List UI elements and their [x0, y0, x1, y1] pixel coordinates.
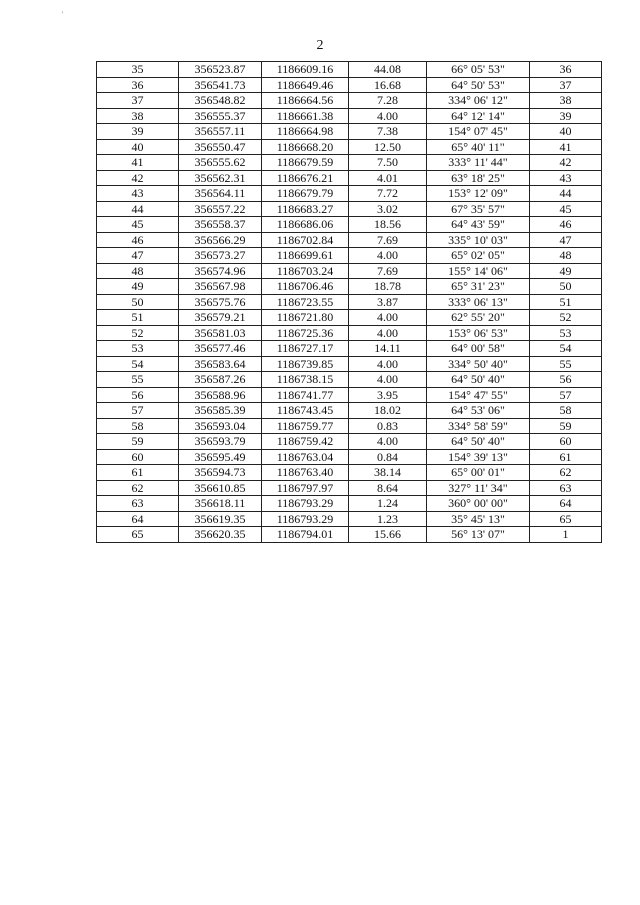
distance-cell: 7.38	[349, 124, 427, 140]
point-from-cell: 60	[97, 449, 179, 465]
bearing-cell: 335° 10' 03"	[427, 232, 530, 248]
point-to-cell: 44	[530, 186, 602, 202]
bearing-cell: 64° 50' 40"	[427, 434, 530, 450]
bearing-cell: 334° 58' 59"	[427, 418, 530, 434]
y-coordinate-cell: 1186763.04	[262, 449, 349, 465]
bearing-cell: 153° 06' 53"	[427, 325, 530, 341]
table-row	[97, 356, 602, 372]
y-coordinate-cell: 1186797.97	[262, 480, 349, 496]
point-to-cell: 57	[530, 387, 602, 403]
point-from-cell: 43	[97, 186, 179, 202]
table-row	[97, 155, 602, 171]
x-coordinate-cell: 356585.39	[179, 403, 262, 419]
bearing-cell: 334° 06' 12"	[427, 93, 530, 109]
point-to-cell: 41	[530, 139, 602, 155]
y-coordinate-cell: 1186686.06	[262, 217, 349, 233]
y-coordinate-cell: 1186683.27	[262, 201, 349, 217]
bearing-cell: 333° 06' 13"	[427, 294, 530, 310]
point-to-cell: 64	[530, 496, 602, 512]
y-coordinate-cell: 1186741.77	[262, 387, 349, 403]
bearing-cell: 334° 50' 40"	[427, 356, 530, 372]
point-from-cell: 55	[97, 372, 179, 388]
y-coordinate-cell: 1186793.29	[262, 496, 349, 512]
table-row	[97, 310, 602, 326]
distance-cell: 4.00	[349, 372, 427, 388]
x-coordinate-cell: 356567.98	[179, 279, 262, 295]
x-coordinate-cell: 356541.73	[179, 77, 262, 93]
y-coordinate-cell: 1186743.45	[262, 403, 349, 419]
point-from-cell: 65	[97, 527, 179, 543]
x-coordinate-cell: 356619.35	[179, 511, 262, 527]
distance-cell: 15.66	[349, 527, 427, 543]
y-coordinate-cell: 1186702.84	[262, 232, 349, 248]
table-row	[97, 124, 602, 140]
point-to-cell: 63	[530, 480, 602, 496]
x-coordinate-cell: 356574.96	[179, 263, 262, 279]
point-from-cell: 46	[97, 232, 179, 248]
table-row	[97, 77, 602, 93]
table-row	[97, 465, 602, 481]
table-row	[97, 201, 602, 217]
x-coordinate-cell: 356593.79	[179, 434, 262, 450]
distance-cell: 4.00	[349, 248, 427, 264]
bearing-cell: 333° 11' 44"	[427, 155, 530, 171]
y-coordinate-cell: 1186703.24	[262, 263, 349, 279]
distance-cell: 12.50	[349, 139, 427, 155]
distance-cell: 4.00	[349, 108, 427, 124]
x-coordinate-cell: 356550.47	[179, 139, 262, 155]
x-coordinate-cell: 356564.11	[179, 186, 262, 202]
x-coordinate-cell: 356548.82	[179, 93, 262, 109]
table-row	[97, 263, 602, 279]
distance-cell: 7.72	[349, 186, 427, 202]
point-from-cell: 44	[97, 201, 179, 217]
point-from-cell: 62	[97, 480, 179, 496]
point-to-cell: 50	[530, 279, 602, 295]
coordinates-table	[96, 61, 602, 543]
bearing-cell: 154° 47' 55"	[427, 387, 530, 403]
x-coordinate-cell: 356573.27	[179, 248, 262, 264]
point-to-cell: 49	[530, 263, 602, 279]
point-from-cell: 63	[97, 496, 179, 512]
table-row	[97, 170, 602, 186]
point-to-cell: 51	[530, 294, 602, 310]
point-to-cell: 65	[530, 511, 602, 527]
bearing-cell: 65° 00' 01"	[427, 465, 530, 481]
table-row	[97, 341, 602, 357]
point-to-cell: 58	[530, 403, 602, 419]
distance-cell: 0.83	[349, 418, 427, 434]
y-coordinate-cell: 1186793.29	[262, 511, 349, 527]
bearing-cell: 64° 50' 53"	[427, 77, 530, 93]
distance-cell: 18.02	[349, 403, 427, 419]
table-row	[97, 496, 602, 512]
point-from-cell: 37	[97, 93, 179, 109]
table-row	[97, 93, 602, 109]
y-coordinate-cell: 1186664.98	[262, 124, 349, 140]
table-row	[97, 279, 602, 295]
x-coordinate-cell: 356523.87	[179, 62, 262, 78]
table-row	[97, 248, 602, 264]
point-to-cell: 45	[530, 201, 602, 217]
point-to-cell: 55	[530, 356, 602, 372]
x-coordinate-cell: 356581.03	[179, 325, 262, 341]
distance-cell: 7.69	[349, 263, 427, 279]
distance-cell: 3.95	[349, 387, 427, 403]
x-coordinate-cell: 356595.49	[179, 449, 262, 465]
bearing-cell: 67° 35' 57"	[427, 201, 530, 217]
distance-cell: 14.11	[349, 341, 427, 357]
table-row	[97, 387, 602, 403]
bearing-cell: 327° 11' 34"	[427, 480, 530, 496]
point-from-cell: 47	[97, 248, 179, 264]
x-coordinate-cell: 356555.62	[179, 155, 262, 171]
point-from-cell: 45	[97, 217, 179, 233]
table-row	[97, 294, 602, 310]
y-coordinate-cell: 1186661.38	[262, 108, 349, 124]
table-row	[97, 108, 602, 124]
table-row	[97, 403, 602, 419]
distance-cell: 38.14	[349, 465, 427, 481]
y-coordinate-cell: 1186649.46	[262, 77, 349, 93]
point-from-cell: 58	[97, 418, 179, 434]
distance-cell: 18.56	[349, 217, 427, 233]
bearing-cell: 154° 39' 13"	[427, 449, 530, 465]
distance-cell: 18.78	[349, 279, 427, 295]
page-number: 2	[316, 38, 324, 53]
bearing-cell: 64° 00' 58"	[427, 341, 530, 357]
point-from-cell: 42	[97, 170, 179, 186]
point-to-cell: 56	[530, 372, 602, 388]
point-from-cell: 38	[97, 108, 179, 124]
point-to-cell: 52	[530, 310, 602, 326]
bearing-cell: 153° 12' 09"	[427, 186, 530, 202]
point-from-cell: 57	[97, 403, 179, 419]
bearing-cell: 65° 31' 23"	[427, 279, 530, 295]
x-coordinate-cell: 356583.64	[179, 356, 262, 372]
x-coordinate-cell: 356588.96	[179, 387, 262, 403]
point-from-cell: 52	[97, 325, 179, 341]
x-coordinate-cell: 356593.04	[179, 418, 262, 434]
table-row	[97, 372, 602, 388]
distance-cell: 7.28	[349, 93, 427, 109]
bearing-cell: 64° 12' 14"	[427, 108, 530, 124]
point-to-cell: 47	[530, 232, 602, 248]
point-to-cell: 60	[530, 434, 602, 450]
y-coordinate-cell: 1186725.36	[262, 325, 349, 341]
point-to-cell: 1	[530, 527, 602, 543]
bearing-cell: 63° 18' 25"	[427, 170, 530, 186]
table-row	[97, 434, 602, 450]
table-row	[97, 527, 602, 543]
bearing-cell: 35° 45' 13"	[427, 511, 530, 527]
point-from-cell: 51	[97, 310, 179, 326]
point-from-cell: 48	[97, 263, 179, 279]
point-from-cell: 36	[97, 77, 179, 93]
x-coordinate-cell: 356620.35	[179, 527, 262, 543]
bearing-cell: 155° 14' 06"	[427, 263, 530, 279]
point-from-cell: 40	[97, 139, 179, 155]
x-coordinate-cell: 356594.73	[179, 465, 262, 481]
y-coordinate-cell: 1186763.40	[262, 465, 349, 481]
point-to-cell: 38	[530, 93, 602, 109]
corner-mark: '	[62, 10, 64, 19]
bearing-cell: 65° 40' 11"	[427, 139, 530, 155]
y-coordinate-cell: 1186759.77	[262, 418, 349, 434]
table-row	[97, 480, 602, 496]
distance-cell: 44.08	[349, 62, 427, 78]
point-from-cell: 49	[97, 279, 179, 295]
y-coordinate-cell: 1186664.56	[262, 93, 349, 109]
point-from-cell: 41	[97, 155, 179, 171]
distance-cell: 0.84	[349, 449, 427, 465]
table-row	[97, 449, 602, 465]
y-coordinate-cell: 1186679.79	[262, 186, 349, 202]
point-from-cell: 64	[97, 511, 179, 527]
point-to-cell: 46	[530, 217, 602, 233]
x-coordinate-cell: 356579.21	[179, 310, 262, 326]
table-row	[97, 325, 602, 341]
y-coordinate-cell: 1186609.16	[262, 62, 349, 78]
point-to-cell: 61	[530, 449, 602, 465]
y-coordinate-cell: 1186706.46	[262, 279, 349, 295]
distance-cell: 8.64	[349, 480, 427, 496]
point-from-cell: 56	[97, 387, 179, 403]
point-to-cell: 54	[530, 341, 602, 357]
table-body	[97, 62, 602, 543]
distance-cell: 1.24	[349, 496, 427, 512]
distance-cell: 3.87	[349, 294, 427, 310]
y-coordinate-cell: 1186739.85	[262, 356, 349, 372]
distance-cell: 7.50	[349, 155, 427, 171]
x-coordinate-cell: 356555.37	[179, 108, 262, 124]
point-from-cell: 39	[97, 124, 179, 140]
table-row	[97, 232, 602, 248]
y-coordinate-cell: 1186668.20	[262, 139, 349, 155]
distance-cell: 4.01	[349, 170, 427, 186]
x-coordinate-cell: 356618.11	[179, 496, 262, 512]
bearing-cell: 360° 00' 00"	[427, 496, 530, 512]
point-to-cell: 40	[530, 124, 602, 140]
y-coordinate-cell: 1186721.80	[262, 310, 349, 326]
x-coordinate-cell: 356575.76	[179, 294, 262, 310]
point-from-cell: 54	[97, 356, 179, 372]
point-to-cell: 48	[530, 248, 602, 264]
bearing-cell: 64° 53' 06"	[427, 403, 530, 419]
point-to-cell: 39	[530, 108, 602, 124]
point-from-cell: 61	[97, 465, 179, 481]
y-coordinate-cell: 1186727.17	[262, 341, 349, 357]
point-from-cell: 53	[97, 341, 179, 357]
distance-cell: 4.00	[349, 356, 427, 372]
x-coordinate-cell: 356562.31	[179, 170, 262, 186]
bearing-cell: 56° 13' 07"	[427, 527, 530, 543]
distance-cell: 16.68	[349, 77, 427, 93]
bearing-cell: 154° 07' 45"	[427, 124, 530, 140]
y-coordinate-cell: 1186759.42	[262, 434, 349, 450]
point-from-cell: 50	[97, 294, 179, 310]
bearing-cell: 64° 50' 40"	[427, 372, 530, 388]
table-row	[97, 186, 602, 202]
x-coordinate-cell: 356557.11	[179, 124, 262, 140]
x-coordinate-cell: 356558.37	[179, 217, 262, 233]
bearing-cell: 62° 55' 20"	[427, 310, 530, 326]
table-row	[97, 62, 602, 78]
point-to-cell: 43	[530, 170, 602, 186]
y-coordinate-cell: 1186738.15	[262, 372, 349, 388]
bearing-cell: 66° 05' 53"	[427, 62, 530, 78]
table-row	[97, 217, 602, 233]
point-to-cell: 53	[530, 325, 602, 341]
bearing-cell: 64° 43' 59"	[427, 217, 530, 233]
x-coordinate-cell: 356577.46	[179, 341, 262, 357]
point-to-cell: 36	[530, 62, 602, 78]
distance-cell: 3.02	[349, 201, 427, 217]
distance-cell: 4.00	[349, 325, 427, 341]
point-to-cell: 59	[530, 418, 602, 434]
table-row	[97, 511, 602, 527]
distance-cell: 4.00	[349, 310, 427, 326]
x-coordinate-cell: 356610.85	[179, 480, 262, 496]
point-to-cell: 37	[530, 77, 602, 93]
y-coordinate-cell: 1186723.55	[262, 294, 349, 310]
point-to-cell: 42	[530, 155, 602, 171]
y-coordinate-cell: 1186794.01	[262, 527, 349, 543]
table-row	[97, 418, 602, 434]
x-coordinate-cell: 356587.26	[179, 372, 262, 388]
x-coordinate-cell: 356566.29	[179, 232, 262, 248]
bearing-cell: 65° 02' 05"	[427, 248, 530, 264]
x-coordinate-cell: 356557.22	[179, 201, 262, 217]
point-from-cell: 35	[97, 62, 179, 78]
table-row	[97, 139, 602, 155]
distance-cell: 1.23	[349, 511, 427, 527]
distance-cell: 7.69	[349, 232, 427, 248]
point-to-cell: 62	[530, 465, 602, 481]
y-coordinate-cell: 1186699.61	[262, 248, 349, 264]
y-coordinate-cell: 1186679.59	[262, 155, 349, 171]
y-coordinate-cell: 1186676.21	[262, 170, 349, 186]
distance-cell: 4.00	[349, 434, 427, 450]
point-from-cell: 59	[97, 434, 179, 450]
